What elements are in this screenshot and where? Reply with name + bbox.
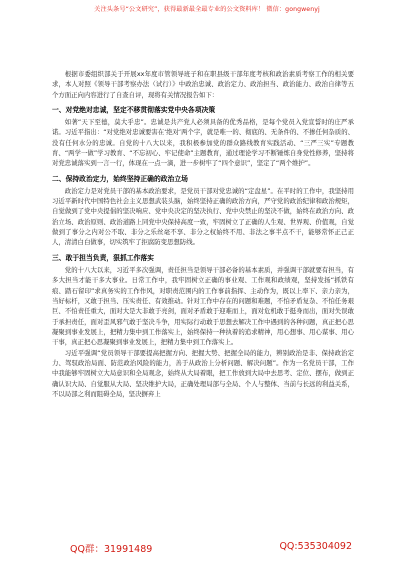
page-footer <box>70 541 352 555</box>
document-body <box>52 69 354 399</box>
body-paragraph: 根据市委组织部关于开展xx年度市管领导班子和在职县级干部年度考核和政治素质考察工作的相关要求，本人对照《领导干部考察办法（试行）》中政治忠诚、政治定力、政治担当、政治能力、政治自律等五个方面正向内容进行了自查自评，现将有关情况报告如下： <box>52 70 354 99</box>
body-paragraph: 党的十八大以来，习近平多次强调，责任担当是领导干部必备的基本素质，并强调干部就要有担当，有多大担当才能干多大事业。日常工作中，我牢固树立正确的事业观、工作观和政绩观，坚持发扬“抓铁有痕、踏石留印”求真务实的工作作风，对职责范围内的工作事前指挥、主动作为，既以上率下、亲力亲为，当好标杆，又敢于担当、压实责任、有效推动。针对工作中存在的问题和难题，不怕矛盾复杂、不怕任务艰巨、不怕责任重大，面对大是大非敢于亮剑，面对矛盾敢于迎难而上，面对危机敢于挺身而出，面对失误敢于承担责任，面对歪风邪气敢于坚决斗争，用实际行动敢于思想去解决工作中遇到的各种问题，真正把心思凝聚到事业发展上，把精力集中到工作落实上，始终保持一种执着的追求精神，用心想事、用心谋事、用心干事，真正把心思凝聚到事业发展上，把精力集中到工作落实上。 <box>52 265 354 347</box>
section-heading: 三、敢于担当负责，狠抓工作落实 <box>52 253 154 262</box>
body-paragraph: 政治定力是对党员干部的基本政治要求，是党员干部对党忠诚的“定盘星”。在平时的工作中，我坚持用习近平新时代中国特色社会主义思想武装头脑，始终坚持正确的政治方向，严守党的政治纪律和政治规矩，自觉做到了党中央提倡的坚决响应、党中央决定的坚决执行、党中央禁止的坚决不做，始终在政治方向、政治立场、政治原则、政治道路上同党中央保持高度一致，牢固树立了正确的人生观、世界观、价值观，自觉做到了事分之内对公不取、非分之乐丝毫不享、非分之权始终不用、非法之事半点不干，能够常怀正己正人，清清白白做事，切实筑牢了拒腐防变思想防线。 <box>52 186 354 247</box>
section-heading: 一、对党绝对忠诚，坚定不移贯彻落实党中央各项决策 <box>52 106 216 115</box>
qq-group-number: QQ群：31991489 <box>70 544 153 555</box>
body-paragraph: 如著“天下至德，莫大乎忠”。忠诚是共产党人必须具备的优秀品格，是每个党员入党宣誓时的庄严承诺。习近平指出：“对党绝对忠诚要害在‘绝对’两个字，就是唯一的、彻底的、无条件的、不掺任何杂质的、没有任何水分的忠诚。自党的十八大以来，我积极参加党的群众路线教育实践活动、“三严三实”专题教育、“两学一做”学习教育、“不忘初心、牢记使命”主题教育，通过理论学习不断锤炼自身党性修养，坚持将对党忠诚落实到一言一行，体现在一点一滴，进一步树牢了“四个意识”，坚定了“两个维护”。 <box>52 118 354 168</box>
wechat-promo-banner: 关注头条号“公文研究”，获得最新最全最专业的公文资料库！ 微信：gongwenyj <box>94 6 320 13</box>
section-heading: 二、保持政治定力，始终坚持正确的政治立场 <box>52 174 188 183</box>
body-paragraph: 习近平强调“党员领导干部要提高把握方向、把握大势、把握全局的能力，辨别政治是非、保持政治定力、驾驭政治局面、防范政治风险的能力，善于从政治上分析问题、解决问题”。作为一名党员干部，工作中我能够牢固树立大局意识和全局观念，始终从大局着眼，把工作放到大局中去思考、定位、摆布，做到正确认识大局、自觉服从大局、坚决维护大局，正确处理局部与全局、个人与整体、当前与长远的利益关系，不以局部之利而阻碍全局，坚决摒弃上 <box>52 348 354 398</box>
qq-contact-number: QQ:535304092 <box>279 541 352 552</box>
